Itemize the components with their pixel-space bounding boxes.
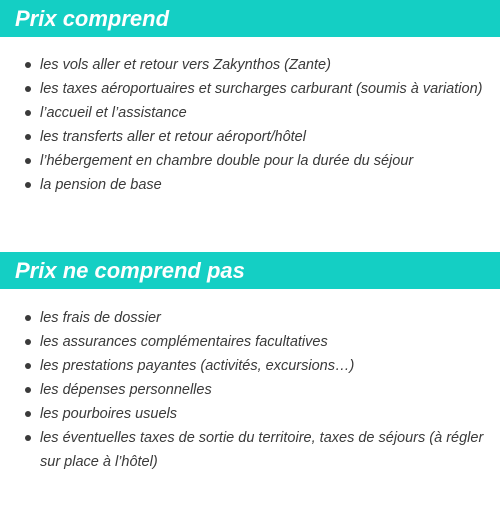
- bullet-icon: [25, 435, 31, 441]
- list-item: [40, 354, 500, 378]
- list-item-text: les taxes aéroportuaires et surcharges carburant (soumis à variation): [40, 81, 483, 97]
- list-item-text: les éventuelles taxes de sortie du territoire, taxes de séjours (à régler sur place à l’hôtel): [40, 430, 484, 470]
- list-item: [40, 426, 500, 474]
- list-item-text: les assurances complémentaires facultatives: [40, 334, 328, 350]
- list-item-text: les frais de dossier: [40, 310, 161, 326]
- bullet-icon: [25, 182, 31, 188]
- list-item-text: l’hébergement en chambre double pour la durée du séjour: [40, 153, 414, 169]
- excluded-list: [0, 306, 500, 474]
- included-section-title: Prix comprend: [0, 0, 500, 37]
- list-item-text: les pourboires usuels: [40, 406, 178, 422]
- list-item-text: les transferts aller et retour aéroport/hôtel: [40, 129, 306, 145]
- bullet-icon: [25, 363, 31, 369]
- excluded-section-title: Prix ne comprend pas: [0, 252, 500, 289]
- bullet-icon: [25, 62, 31, 68]
- bullet-icon: [25, 134, 31, 140]
- list-item-text: l’accueil et l’assistance: [40, 105, 187, 121]
- list-item: [40, 306, 500, 330]
- bullet-icon: [25, 110, 31, 116]
- list-item-text: la pension de base: [40, 177, 162, 193]
- list-item: [40, 77, 500, 101]
- list-item: [40, 173, 500, 197]
- list-item: [40, 149, 500, 173]
- bullet-icon: [25, 158, 31, 164]
- bullet-icon: [25, 86, 31, 92]
- list-item-text: les vols aller et retour vers Zakynthos (Zante): [40, 57, 331, 73]
- list-item-text: les dépenses personnelles: [40, 382, 212, 398]
- bullet-icon: [25, 411, 31, 417]
- list-item: [40, 330, 500, 354]
- list-item: [40, 125, 500, 149]
- bullet-icon: [25, 387, 31, 393]
- included-list: [0, 53, 500, 197]
- list-item: [40, 402, 500, 426]
- bullet-icon: [25, 339, 31, 345]
- list-item: [40, 378, 500, 402]
- list-item: [40, 101, 500, 125]
- bullet-icon: [25, 315, 31, 321]
- list-item-text: les prestations payantes (activités, excursions…): [40, 358, 355, 374]
- list-item: [40, 53, 500, 77]
